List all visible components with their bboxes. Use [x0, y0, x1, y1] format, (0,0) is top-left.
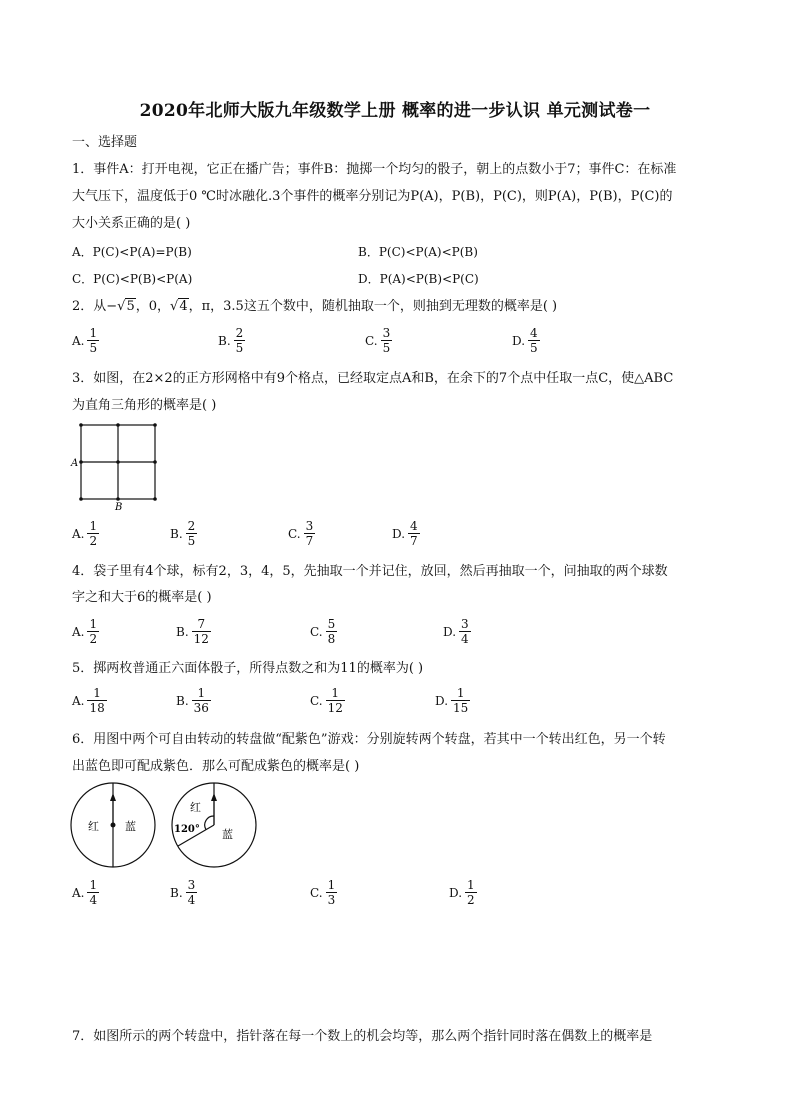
numerator: 1 [93, 686, 101, 700]
option-label: B. [170, 885, 183, 900]
option-label: D. [392, 526, 406, 541]
denominator: 15 [453, 701, 469, 715]
denominator: 12 [193, 632, 209, 646]
spinner-1-center [111, 823, 116, 828]
option-label: C. [310, 624, 323, 639]
denominator: 5 [530, 341, 538, 355]
numerator: 7 [197, 617, 206, 631]
grid-point-a [79, 460, 83, 464]
numerator: 1 [327, 878, 336, 892]
fraction [87, 878, 99, 907]
option-label: B. [170, 526, 183, 541]
q5-option-a [72, 686, 107, 715]
q1-option-a: A．P(C)<P(A)=P(B) [72, 245, 192, 259]
fraction [408, 519, 420, 548]
numerator: 1 [89, 617, 98, 631]
q1-option-d: D．P(A)<P(B)<P(C) [358, 272, 479, 286]
section-heading: 一、选择题 [72, 135, 138, 150]
q4-option-d [443, 617, 471, 646]
page-title: 2020年北师大版九年级数学上册 概率的进一步认识 单元测试卷一 [139, 101, 651, 121]
q2-mid: ，0， [135, 299, 171, 314]
denominator: 18 [89, 701, 105, 715]
fraction [381, 326, 393, 355]
option-label: A. [72, 333, 85, 348]
q2-option-d [512, 326, 540, 355]
denominator: 8 [327, 632, 336, 646]
fraction [87, 519, 99, 548]
grid-point [153, 497, 157, 501]
option-label: A. [72, 693, 85, 708]
option-label: A. [72, 885, 85, 900]
fraction [451, 686, 470, 715]
numerator: 4 [410, 519, 418, 533]
q3-option-c [288, 519, 315, 548]
q5-option-c [310, 686, 345, 715]
q2-stem [72, 298, 557, 316]
numerator: 1 [89, 326, 98, 340]
fraction [192, 686, 211, 715]
numerator: 3 [382, 326, 391, 340]
q2-option-a [72, 326, 99, 355]
denominator: 5 [187, 534, 196, 548]
point-a-label: A [71, 458, 79, 469]
q5-option-d [435, 686, 470, 715]
denominator: 2 [89, 632, 98, 646]
q1-option-c: C．P(C)<P(B)<P(A) [72, 272, 193, 286]
q6-spinners-figure [68, 780, 268, 870]
denominator: 5 [235, 341, 244, 355]
fraction [528, 326, 540, 355]
spinner-1-arrow [110, 793, 116, 801]
q4-option-a [72, 617, 99, 646]
fraction [186, 519, 198, 548]
fraction [87, 326, 99, 355]
denominator: 5 [89, 341, 98, 355]
denominator: 12 [327, 701, 343, 715]
q4-option-b [176, 617, 211, 646]
option-label: D. [435, 693, 449, 708]
denominator: 2 [467, 893, 475, 907]
q1-line-2: 大气压下，温度低于0 ℃时冰融化.3个事件的概率分别记为P(A)，P(B)，P(C)，则P(A)，P(B)，P(C)的 [72, 189, 673, 204]
fraction [87, 686, 106, 715]
fraction [326, 686, 345, 715]
spinner-2-blue-label: 蓝 [222, 828, 233, 841]
numerator: 3 [305, 519, 314, 533]
numerator: 4 [530, 326, 538, 340]
option-label: C. [310, 693, 323, 708]
spinner-2-red-label: 红 [190, 801, 201, 814]
q3-option-b [170, 519, 197, 548]
grid-point [79, 423, 83, 427]
denominator: 3 [327, 893, 336, 907]
option-label: B. [176, 624, 189, 639]
q1-line-1: 1．事件A：打开电视，它正在播广告；事件B：抛掷一个均匀的骰子，朝上的点数小于7；事件C：在标准 [72, 162, 677, 177]
denominator: 5 [382, 341, 391, 355]
option-label: D. [512, 333, 526, 348]
denominator: 36 [193, 701, 209, 715]
grid-point [153, 423, 157, 427]
q6-option-b [170, 878, 197, 907]
fraction [465, 878, 477, 907]
option-label: C. [310, 885, 323, 900]
denominator: 4 [89, 893, 98, 907]
q2-sqrt-5: 5 [126, 299, 135, 314]
q2-suffix: ，π，3.5这五个数中，随机抽取一个，则抽到无理数的概率是( ) [188, 299, 558, 314]
grid-point [153, 460, 157, 464]
q4-option-c [310, 617, 337, 646]
option-label: B. [176, 693, 189, 708]
denominator: 4 [461, 632, 469, 646]
grid-point-b [116, 497, 120, 501]
numerator: 1 [89, 878, 98, 892]
q5-option-b [176, 686, 211, 715]
fraction [304, 519, 316, 548]
point-b-label: B [115, 502, 123, 513]
numerator: 3 [461, 617, 469, 631]
numerator: 1 [89, 519, 98, 533]
q1-option-b: B．P(C)<P(A)<P(B) [358, 245, 478, 259]
q3-line-1: 3．如图，在2×2的正方形网格中有9个格点，已经取定点A和B，在余下的7个点中任取一点C，使△ABC [72, 371, 674, 386]
numerator: 5 [327, 617, 336, 631]
grid-point [79, 497, 83, 501]
sqrt-symbol: √ [117, 299, 126, 314]
fraction [326, 617, 338, 646]
q7-line-1: 7．如图所示的两个转盘中，指针落在每一个数上的机会均等，那么两个指针同时落在偶数上的概率是 [72, 1029, 653, 1044]
q6-line-2: 出蓝色即可配成紫色．那么可配成紫色的概率是( ) [72, 759, 360, 774]
spinner-2-angle-label: 120° [174, 824, 200, 835]
grid-point [116, 460, 120, 464]
q6-option-a [72, 878, 99, 907]
q2-option-c [365, 326, 392, 355]
fraction [87, 617, 99, 646]
spinner-1-blue-label: 蓝 [125, 820, 136, 833]
option-label: C. [365, 333, 378, 348]
q6-line-1: 6．用图中两个可自由转动的转盘做“配紫色”游戏：分别旋转两个转盘，若其中一个转出红色，另一个转 [72, 732, 666, 747]
numerator: 3 [187, 878, 196, 892]
q3-line-2: 为直角三角形的概率是( ) [72, 398, 217, 413]
denominator: 7 [305, 534, 314, 548]
q3-option-a [72, 519, 99, 548]
numerator: 1 [456, 686, 465, 700]
spinner-2-arrow [211, 793, 217, 801]
q4-line-1: 4．袋子里有4个球，标有2，3，4，5，先抽取一个并记住，放回，然后再抽取一个，问抽取的两个球数 [72, 564, 668, 579]
numerator: 1 [197, 686, 206, 700]
spinner-1-red-label: 红 [88, 820, 99, 833]
grid-point [116, 423, 120, 427]
fraction [326, 878, 338, 907]
option-label: D. [443, 624, 457, 639]
q6-option-d [449, 878, 477, 907]
fraction [234, 326, 246, 355]
q4-line-2: 字之和大于6的概率是( ) [72, 590, 212, 605]
fraction [459, 617, 471, 646]
denominator: 7 [410, 534, 418, 548]
option-label: D. [449, 885, 463, 900]
numerator: 2 [235, 326, 244, 340]
fraction [186, 878, 198, 907]
q2-option-b [218, 326, 245, 355]
option-label: A. [72, 526, 85, 541]
option-label: A. [72, 624, 85, 639]
fraction [192, 617, 211, 646]
denominator: 4 [187, 893, 196, 907]
numerator: 2 [187, 519, 196, 533]
q3-option-d [392, 519, 420, 548]
sqrt-symbol: √ [170, 299, 179, 314]
q6-option-c [310, 878, 337, 907]
q2-sqrt-4: 4 [179, 299, 188, 314]
q2-prefix: 2．从− [72, 299, 118, 314]
q5-line-1: 5．掷两枚普通正六面体骰子，所得点数之和为11的概率为( ) [72, 661, 424, 676]
numerator: 1 [331, 686, 340, 700]
q1-line-3: 大小关系正确的是( ) [72, 216, 191, 231]
numerator: 1 [467, 878, 475, 892]
option-label: C. [288, 526, 301, 541]
q3-grid-figure [68, 420, 168, 515]
option-label: B. [218, 333, 231, 348]
denominator: 2 [89, 534, 98, 548]
